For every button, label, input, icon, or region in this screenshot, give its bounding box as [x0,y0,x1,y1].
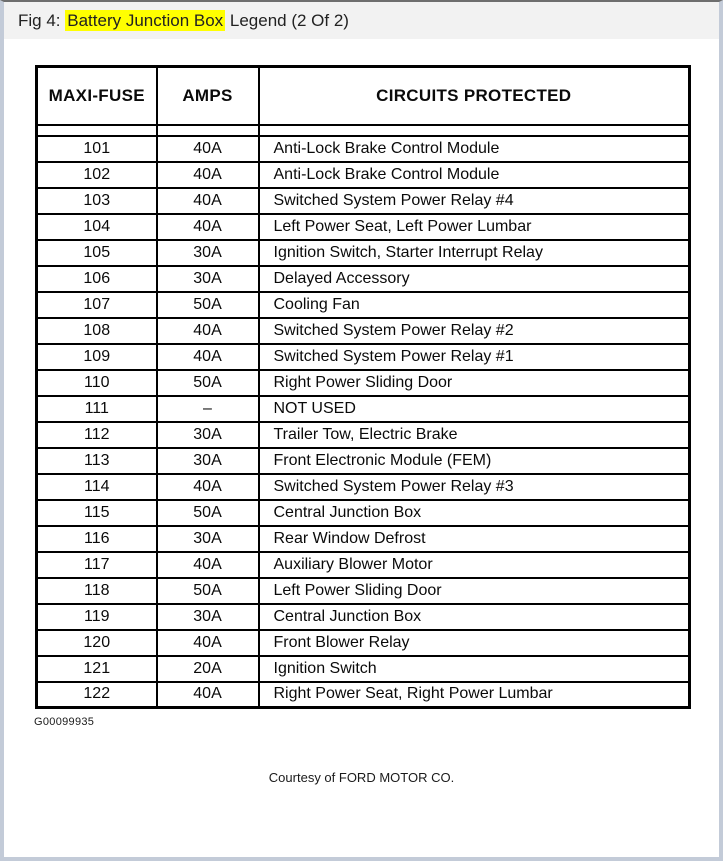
fuse-table-row [37,136,690,162]
circuit-protected-cell: Trailer Tow, Electric Brake [259,422,690,448]
amps-cell: 50A [157,292,259,318]
fuse-table-row [37,500,690,526]
amps-cell: 40A [157,552,259,578]
fuse-number-cell: 115 [37,500,157,526]
spacer-cell [157,125,259,136]
circuit-protected-cell: Rear Window Defrost [259,526,690,552]
table-header-row [37,67,690,125]
fuse-number-cell: 118 [37,578,157,604]
fuse-number-cell: 104 [37,214,157,240]
fuse-number-cell: 117 [37,552,157,578]
circuit-protected-cell: Cooling Fan [259,292,690,318]
fuse-number-cell: 105 [37,240,157,266]
amps-cell: 30A [157,266,259,292]
fuse-table-row [37,682,690,708]
circuit-protected-cell: Anti-Lock Brake Control Module [259,136,690,162]
amps-cell: 40A [157,136,259,162]
fuse-number-cell: 122 [37,682,157,708]
amps-cell: 40A [157,318,259,344]
amps-cell: 30A [157,604,259,630]
fuse-table-row [37,240,690,266]
amps-cell: 30A [157,526,259,552]
header-body-spacer [37,125,690,136]
circuit-protected-cell: Ignition Switch [259,656,690,682]
fuse-number-cell: 106 [37,266,157,292]
column-header-amps: AMPS [157,67,259,125]
amps-cell: 30A [157,240,259,266]
fuse-number-cell: 107 [37,292,157,318]
document-code: G00099935 [34,716,95,728]
fuse-table-row [37,604,690,630]
fuse-table-row [37,344,690,370]
fuse-number-cell: 108 [37,318,157,344]
amps-cell: – [157,396,259,422]
fuse-number-cell: 103 [37,188,157,214]
figure-label: Fig 4: [18,11,66,30]
circuit-protected-cell: NOT USED [259,396,690,422]
column-header-maxi-fuse: MAXI-FUSE [37,67,157,125]
circuit-protected-cell: Right Power Sliding Door [259,370,690,396]
amps-cell: 40A [157,474,259,500]
fuse-table-row [37,162,690,188]
fuse-number-cell: 116 [37,526,157,552]
fuse-table-row [37,526,690,552]
fuse-table-row [37,630,690,656]
fuse-legend-table [35,65,691,709]
circuit-protected-cell: Auxiliary Blower Motor [259,552,690,578]
fuse-number-cell: 111 [37,396,157,422]
fuse-table-row [37,552,690,578]
amps-cell: 40A [157,162,259,188]
circuit-protected-cell: Ignition Switch, Starter Interrupt Relay [259,240,690,266]
circuit-protected-cell: Switched System Power Relay #2 [259,318,690,344]
fuse-table-row [37,396,690,422]
amps-cell: 40A [157,214,259,240]
circuit-protected-cell: Switched System Power Relay #4 [259,188,690,214]
amps-cell: 20A [157,656,259,682]
amps-cell: 40A [157,344,259,370]
fuse-number-cell: 119 [37,604,157,630]
figure-title-rest: Legend (2 Of 2) [225,11,349,30]
spacer-cell [259,125,690,136]
fuse-table-row [37,422,690,448]
fuse-table-row [37,318,690,344]
fuse-table-row [37,656,690,682]
fuse-table-row [37,188,690,214]
circuit-protected-cell: Left Power Seat, Left Power Lumbar [259,214,690,240]
circuit-protected-cell: Front Electronic Module (FEM) [259,448,690,474]
circuit-protected-cell: Central Junction Box [259,500,690,526]
fuse-table-row [37,578,690,604]
fuse-number-cell: 112 [37,422,157,448]
amps-cell: 40A [157,188,259,214]
fuse-number-cell: 121 [37,656,157,682]
fuse-number-cell: 114 [37,474,157,500]
amps-cell: 30A [157,448,259,474]
circuit-protected-cell: Central Junction Box [259,604,690,630]
fuse-number-cell: 101 [37,136,157,162]
fuse-table-row [37,474,690,500]
fuse-table-row [37,292,690,318]
fuse-number-cell: 109 [37,344,157,370]
amps-cell: 40A [157,682,259,708]
fuse-number-cell: 110 [37,370,157,396]
fuse-table-row [37,370,690,396]
fuse-table-row [37,214,690,240]
circuit-protected-cell: Switched System Power Relay #1 [259,344,690,370]
fuse-number-cell: 113 [37,448,157,474]
circuit-protected-cell: Switched System Power Relay #3 [259,474,690,500]
circuit-protected-cell: Left Power Sliding Door [259,578,690,604]
column-header-circuits-protected: CIRCUITS PROTECTED [259,67,690,125]
amps-cell: 50A [157,500,259,526]
amps-cell: 50A [157,578,259,604]
fuse-number-cell: 120 [37,630,157,656]
courtesy-note: Courtesy of FORD MOTOR CO. [268,770,455,785]
spacer-cell [37,125,157,136]
circuit-protected-cell: Anti-Lock Brake Control Module [259,162,690,188]
fuse-table-row [37,448,690,474]
circuit-protected-cell: Right Power Seat, Right Power Lumbar [259,682,690,708]
circuit-protected-cell: Delayed Accessory [259,266,690,292]
amps-cell: 50A [157,370,259,396]
figure-title-highlight: Battery Junction Box [67,11,224,30]
figure-title [4,2,719,39]
fuse-number-cell: 102 [37,162,157,188]
fuse-table-row [37,266,690,292]
amps-cell: 30A [157,422,259,448]
circuit-protected-cell: Front Blower Relay [259,630,690,656]
amps-cell: 40A [157,630,259,656]
